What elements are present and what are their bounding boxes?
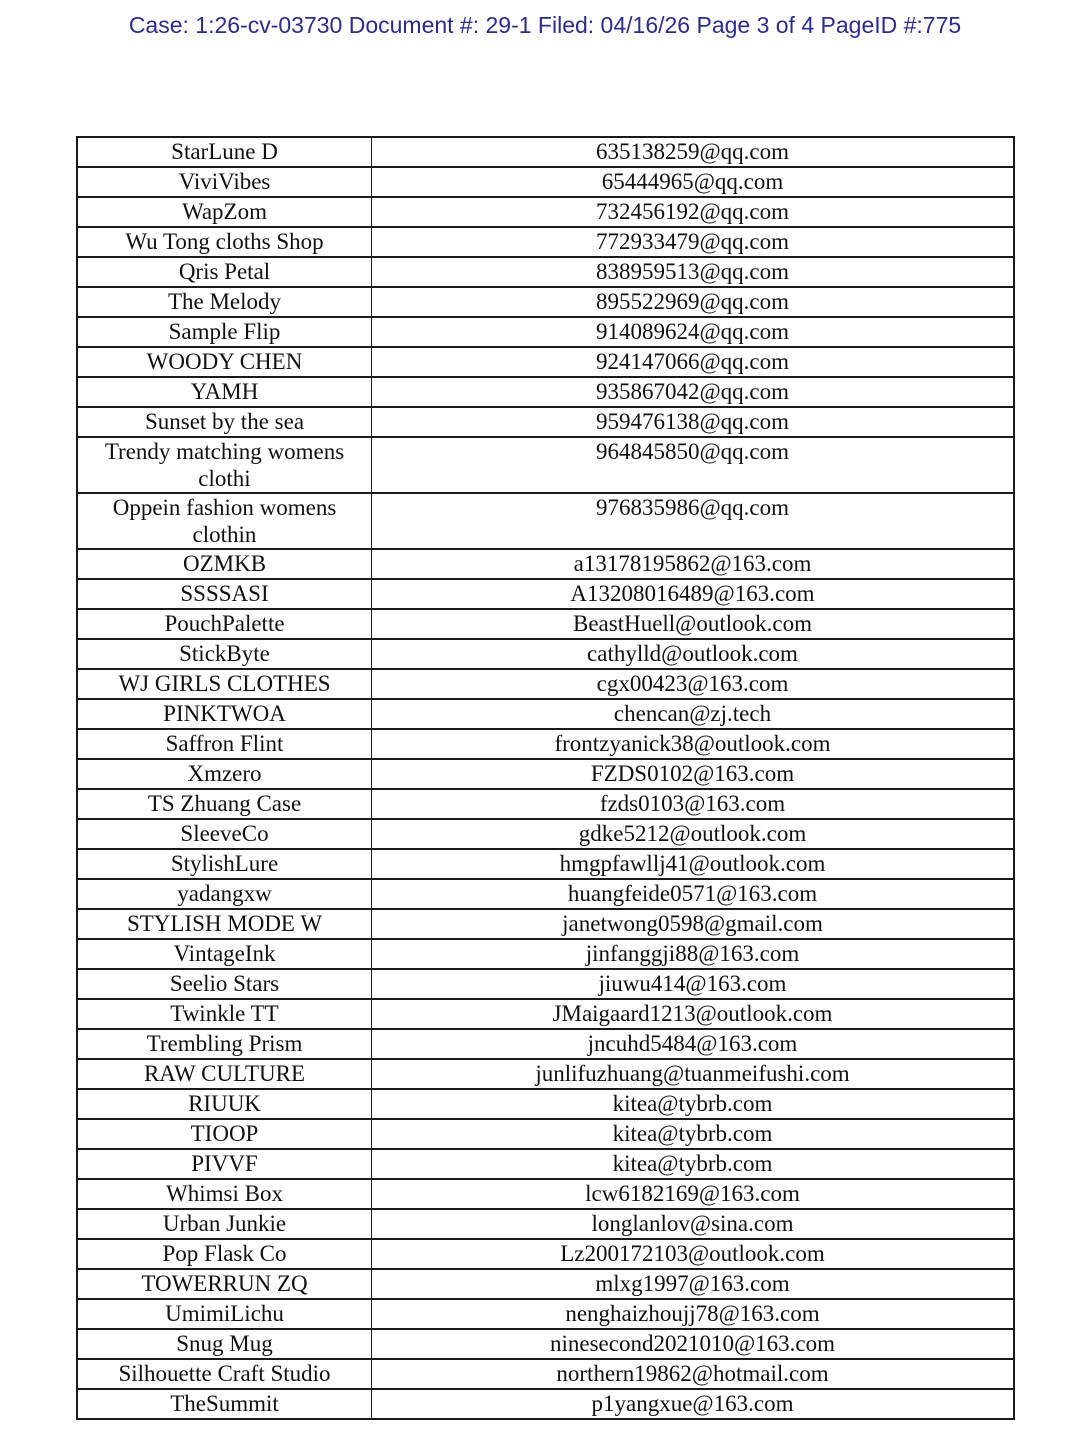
table-row (77, 407, 1014, 437)
store-name-cell: PIVVF (77, 1149, 372, 1179)
table-row (77, 909, 1014, 939)
store-name-cell: Seelio Stars (77, 969, 372, 999)
table-row (77, 939, 1014, 969)
email-cell: janetwong0598@gmail.com (372, 909, 1015, 939)
email-cell: nenghaizhoujj78@163.com (372, 1299, 1015, 1329)
table-row (77, 549, 1014, 579)
email-cell: 935867042@qq.com (372, 377, 1015, 407)
store-name-cell: Twinkle TT (77, 999, 372, 1029)
store-name-cell: TS Zhuang Case (77, 789, 372, 819)
email-cell: 964845850@qq.com (372, 437, 1015, 493)
email-cell: kitea@tybrb.com (372, 1149, 1015, 1179)
table-row (77, 257, 1014, 287)
store-name-cell: UmimiLichu (77, 1299, 372, 1329)
store-name-cell: Qris Petal (77, 257, 372, 287)
store-name-cell: Whimsi Box (77, 1179, 372, 1209)
email-cell: kitea@tybrb.com (372, 1119, 1015, 1149)
table-row (77, 137, 1014, 167)
table-row (77, 1329, 1014, 1359)
email-cell: 772933479@qq.com (372, 227, 1015, 257)
table-row (77, 1359, 1014, 1389)
table-row (77, 1209, 1014, 1239)
email-cell: mlxg1997@163.com (372, 1269, 1015, 1299)
table-row (77, 969, 1014, 999)
email-cell: hmgpfawllj41@outlook.com (372, 849, 1015, 879)
table-row (77, 493, 1014, 549)
email-cell: kitea@tybrb.com (372, 1089, 1015, 1119)
table-row (77, 1059, 1014, 1089)
table-row (77, 849, 1014, 879)
store-name-cell: Trembling Prism (77, 1029, 372, 1059)
store-name-cell: yadangxw (77, 879, 372, 909)
email-cell: lcw6182169@163.com (372, 1179, 1015, 1209)
store-name-cell: SleeveCo (77, 819, 372, 849)
email-cell: a13178195862@163.com (372, 549, 1015, 579)
table-row (77, 317, 1014, 347)
case-header: Case: 1:26-cv-03730 Document #: 29-1 Filed: 04/16/26 Page 3 of 4 PageID #:775 (128, 12, 962, 38)
table-row (77, 999, 1014, 1029)
store-name-cell: Silhouette Craft Studio (77, 1359, 372, 1389)
table-body (77, 137, 1014, 1419)
table-row (77, 287, 1014, 317)
table-row (77, 609, 1014, 639)
store-name-cell: OZMKB (77, 549, 372, 579)
table-row (77, 1119, 1014, 1149)
store-name-cell: STYLISH MODE W (77, 909, 372, 939)
email-cell: 914089624@qq.com (372, 317, 1015, 347)
store-name-cell: WOODY CHEN (77, 347, 372, 377)
email-cell: FZDS0102@163.com (372, 759, 1015, 789)
store-name-cell: Sunset by the sea (77, 407, 372, 437)
store-name-cell: Wu Tong cloths Shop (77, 227, 372, 257)
table-row (77, 1389, 1014, 1419)
store-name-cell: Oppein fashion womens clothin (77, 493, 372, 549)
table-row (77, 1149, 1014, 1179)
table-row (77, 227, 1014, 257)
table-row (77, 879, 1014, 909)
store-name-cell: RIUUK (77, 1089, 372, 1119)
email-cell: chencan@zj.tech (372, 699, 1015, 729)
email-cell: longlanlov@sina.com (372, 1209, 1015, 1239)
store-name-cell: TheSummit (77, 1389, 372, 1419)
email-cell: cgx00423@163.com (372, 669, 1015, 699)
email-cell: jinfanggji88@163.com (372, 939, 1015, 969)
store-name-cell: Snug Mug (77, 1329, 372, 1359)
store-name-cell: VintageInk (77, 939, 372, 969)
email-cell: frontzyanick38@outlook.com (372, 729, 1015, 759)
store-name-cell: SSSSASI (77, 579, 372, 609)
store-name-cell: ViviVibes (77, 167, 372, 197)
table-row (77, 639, 1014, 669)
store-name-cell: WJ GIRLS CLOTHES (77, 669, 372, 699)
table-row (77, 1299, 1014, 1329)
table-row (77, 437, 1014, 493)
email-cell: A13208016489@163.com (372, 579, 1015, 609)
email-cell: huangfeide0571@163.com (372, 879, 1015, 909)
store-name-cell: The Melody (77, 287, 372, 317)
email-cell: JMaigaard1213@outlook.com (372, 999, 1015, 1029)
store-name-cell: PINKTWOA (77, 699, 372, 729)
table-row (77, 579, 1014, 609)
email-cell: BeastHuell@outlook.com (372, 609, 1015, 639)
store-name-cell: RAW CULTURE (77, 1059, 372, 1089)
table-row (77, 819, 1014, 849)
store-name-cell: TIOOP (77, 1119, 372, 1149)
table-row (77, 167, 1014, 197)
store-name-cell: YAMH (77, 377, 372, 407)
email-cell: junlifuzhuang@tuanmeifushi.com (372, 1059, 1015, 1089)
email-cell: gdke5212@outlook.com (372, 819, 1015, 849)
store-name-cell: Sample Flip (77, 317, 372, 347)
store-name-cell: Xmzero (77, 759, 372, 789)
email-cell: northern19862@hotmail.com (372, 1359, 1015, 1389)
table-row (77, 1239, 1014, 1269)
store-name-cell: TOWERRUN ZQ (77, 1269, 372, 1299)
email-cell: jiuwu414@163.com (372, 969, 1015, 999)
table-row (77, 729, 1014, 759)
email-cell: 895522969@qq.com (372, 287, 1015, 317)
store-name-cell: Saffron Flint (77, 729, 372, 759)
email-cell: cathylld@outlook.com (372, 639, 1015, 669)
store-email-table (76, 136, 1015, 1420)
email-cell: 732456192@qq.com (372, 197, 1015, 227)
store-name-cell: StylishLure (77, 849, 372, 879)
email-cell: jncuhd5484@163.com (372, 1029, 1015, 1059)
table-row (77, 1089, 1014, 1119)
table-row (77, 669, 1014, 699)
table-row (77, 789, 1014, 819)
table-row (77, 377, 1014, 407)
table-row (77, 759, 1014, 789)
table-row (77, 347, 1014, 377)
table-row (77, 1269, 1014, 1299)
store-name-cell: StickByte (77, 639, 372, 669)
email-cell: Lz200172103@outlook.com (372, 1239, 1015, 1269)
email-cell: 959476138@qq.com (372, 407, 1015, 437)
table-row (77, 1029, 1014, 1059)
email-cell: ninesecond2021010@163.com (372, 1329, 1015, 1359)
store-name-cell: WapZom (77, 197, 372, 227)
email-cell: 924147066@qq.com (372, 347, 1015, 377)
email-cell: fzds0103@163.com (372, 789, 1015, 819)
email-cell: 838959513@qq.com (372, 257, 1015, 287)
store-name-cell: Trendy matching womens clothi (77, 437, 372, 493)
email-cell: p1yangxue@163.com (372, 1389, 1015, 1419)
email-cell: 635138259@qq.com (372, 137, 1015, 167)
store-name-cell: PouchPalette (77, 609, 372, 639)
email-cell: 65444965@qq.com (372, 167, 1015, 197)
table-row (77, 197, 1014, 227)
table-row (77, 1179, 1014, 1209)
store-name-cell: StarLune D (77, 137, 372, 167)
store-name-cell: Urban Junkie (77, 1209, 372, 1239)
email-cell: 976835986@qq.com (372, 493, 1015, 549)
table-row (77, 699, 1014, 729)
store-name-cell: Pop Flask Co (77, 1239, 372, 1269)
